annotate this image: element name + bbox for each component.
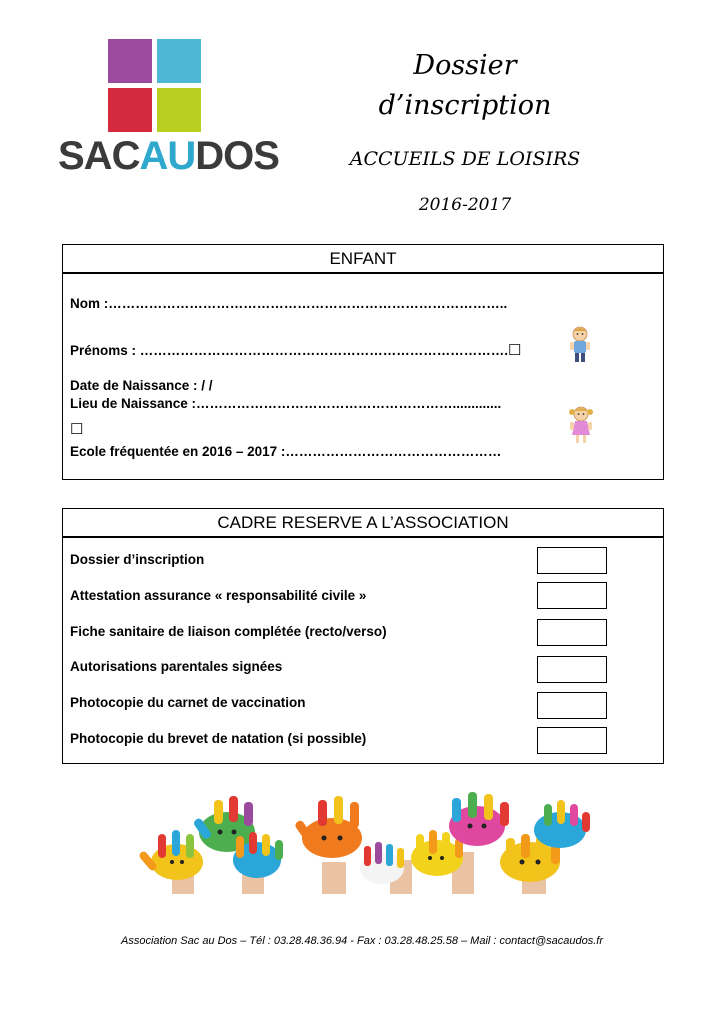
row-attestation-label: Attestation assurance « responsabilité civile »: [70, 588, 367, 603]
row-autorisations-checkbox[interactable]: [537, 656, 607, 683]
row-fiche-checkbox[interactable]: [537, 619, 607, 646]
logo-text-dos: DOS: [195, 134, 279, 178]
row-attestation-checkbox[interactable]: [537, 582, 607, 609]
document-subtitle: ACCUEILS DE LOISIRS: [349, 148, 581, 170]
ecole-checkbox[interactable]: ☐: [70, 421, 84, 438]
nom-field[interactable]: Nom :……………………………………………………………………………..: [70, 296, 508, 311]
logo-square-purple: [108, 39, 152, 83]
logo-text-sac: SAC: [58, 134, 140, 178]
ecole-checkbox-row: [70, 420, 83, 438]
document-title: Dossier d’inscription: [378, 50, 552, 121]
boy-figure-icon: [565, 325, 595, 365]
row-dossier-label: Dossier d’inscription: [70, 552, 205, 567]
painted-hands-icon: [132, 790, 592, 894]
sacaudos-logo: [58, 36, 279, 186]
document-year: 2016-2017: [418, 195, 512, 215]
row-natation-label: Photocopie du brevet de natation (si possible): [70, 731, 367, 746]
cadre-heading: CADRE RESERVE A L’ASSOCIATION: [63, 509, 663, 538]
logo-square-red: [108, 88, 152, 132]
prenoms-field[interactable]: Prénoms : ……………………………………………………………………….: [70, 343, 509, 358]
title-block: [330, 46, 600, 218]
ecole-field[interactable]: Ecole fréquentée en 2016 – 2017 :…………………………………………: [70, 444, 502, 459]
prenoms-checkbox[interactable]: ☐: [508, 342, 522, 359]
row-fiche-label: Fiche sanitaire de liaison complétée (recto/verso): [70, 624, 387, 639]
logo-wordmark: [58, 134, 279, 179]
logo-square-green: [157, 88, 201, 132]
girl-figure-icon: [565, 405, 597, 445]
row-natation-checkbox[interactable]: [537, 727, 607, 754]
logo-text-au: AU: [139, 134, 196, 178]
footer-contact: Association Sac au Dos – Tél : 03.28.48.36.94 - Fax : 03.28.48.25.58 – Mail : contact@sacaudos.fr: [121, 935, 603, 947]
cadre-reserve-section: [62, 508, 664, 764]
enfant-section: [62, 244, 664, 480]
row-vaccination-checkbox[interactable]: [537, 692, 607, 719]
prenoms-row: [70, 341, 521, 359]
logo-square-blue: [157, 39, 201, 83]
enfant-heading: ENFANT: [63, 245, 663, 274]
row-vaccination-label: Photocopie du carnet de vaccination: [70, 695, 306, 710]
row-dossier-checkbox[interactable]: [537, 547, 607, 574]
date-naissance-field[interactable]: Date de Naissance : / /: [70, 378, 213, 393]
row-autorisations-label: Autorisations parentales signées: [70, 659, 283, 674]
lieu-naissance-field[interactable]: Lieu de Naissance :………………………………………………….............: [70, 396, 502, 411]
